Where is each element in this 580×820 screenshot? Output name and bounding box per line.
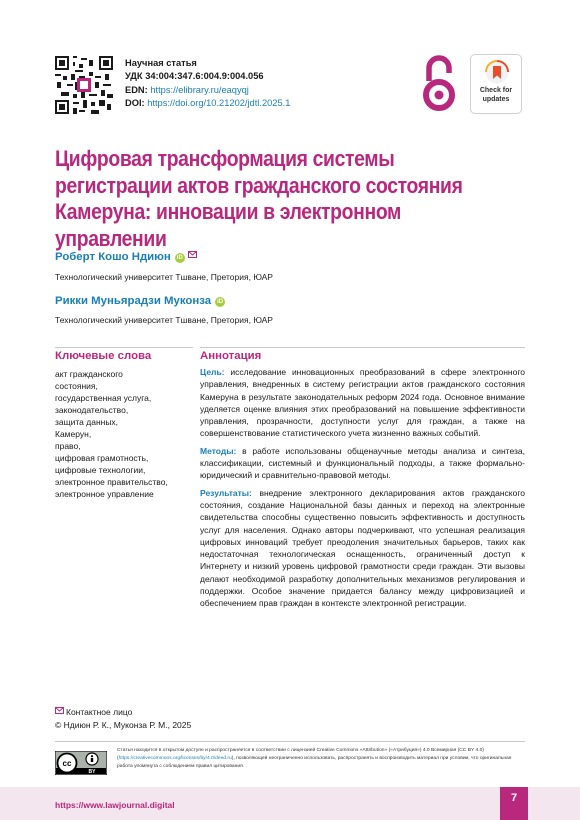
abstract-paragraph (200, 487, 525, 610)
keyword: цифровая грамотность, (55, 453, 149, 463)
bookmark-icon (485, 60, 509, 84)
license-text (117, 747, 527, 771)
check-for-updates-label: Check for updates (479, 87, 513, 103)
abstract-label: Результаты: (200, 487, 252, 498)
abstract-heading: Аннотация (200, 350, 262, 362)
author-block-2 (55, 291, 225, 309)
doi-link[interactable]: https://doi.org/10.21202/jdtl.2025.1 (147, 97, 291, 108)
abstract-label: Методы: (200, 445, 237, 456)
abstract-text: в работе использованы общенаучные методы анализа и синтеза, классификации, системный и функциональный подходы, а также формально-юридический и сравнительно-правовой методы. (200, 445, 525, 481)
abstract-paragraph (200, 445, 525, 482)
copyright: © Ндиюн Р. К., Муконза Р. М., 2025 (55, 720, 192, 730)
keyword: электронное управление (55, 489, 154, 499)
keywords-heading: Ключевые слова (55, 350, 152, 362)
edn-label: EDN: (125, 84, 148, 95)
divider (200, 347, 525, 348)
abstract-text: исследование инновационных преобразований в сфере электронного управления, внедренных в систему регистрации актов гражданского состояния Камеруна в результате законодательных реформ 2024 года. Основное внимание уделяется оценке влияния этих преобразований на повышение эффективности управления, прозрачности, доступности услуг для граждан, а также на совершенствование статистического учета жизненно важных событий. (200, 367, 525, 439)
cc-badge-text: cc (62, 759, 72, 768)
abstract-label: Цель: (200, 367, 225, 377)
author-affiliation: Технологический университет Тшване, Претория, ЮАР (55, 315, 273, 325)
contact-block (55, 706, 191, 732)
keyword: электронное правительство, (55, 477, 168, 487)
divider (55, 347, 193, 348)
keyword: право, (55, 441, 81, 451)
author-name[interactable]: Роберт Кошо Ндиюн (55, 251, 171, 263)
keyword: защита данных, (55, 417, 119, 427)
article-title: Цифровая трансформация системы регистрации актов гражданского состояния Камеруна: инновации в электронном управлении (55, 146, 463, 251)
by-badge-text: BY (88, 769, 96, 775)
keyword: акт гражданского (55, 369, 123, 379)
author-name[interactable]: Рикки Муньярадзи Муконза (55, 295, 212, 307)
orcid-icon[interactable]: iD (176, 255, 183, 261)
abstract-text: внедрение электронного декларирования актов гражданского состояния, создание Национальной базы данных и переход на электронные свидетельства способны существенно повысить эффективность и доступность услуг для населения. Однако авторы подчеркивают, что успешная реализация цифровых инноваций требует преодоления значительных барьеров, таких как недостаточная технологическая оснащенность, ограниченный доступ к Интернету и низкий уровень цифровой грамотности среди граждан. Эти вызовы делают необходимой разработку дополнительных механизмов регулирования и поддержки. Особое значение придается балансу между цифровизацией и обеспечением прав граждан в контексте электронной регистрации. (200, 487, 525, 609)
abstract-body (200, 366, 525, 615)
license-text-after: ), позволяющей неограниченно использовать, распространять и воспроизводить материал при условии, что оригинальная работа упомянута с соблюдением правил цитирования. (117, 756, 512, 769)
keyword: цифровые технологии, (55, 465, 146, 475)
open-access-icon (420, 53, 458, 113)
page-number: 7 (500, 787, 528, 820)
license-text-before: Статья находится в открытом доступе и распространяется в соответствии с лицензией Creative Commons «Attribution» («Атрибуция») 4.0 Всемирная (CC BY 4.0) ( (117, 748, 484, 761)
author-affiliation: Технологический университет Тшване, Претория, ЮАР (55, 272, 273, 282)
keyword: состояния, (55, 381, 98, 391)
envelope-icon[interactable] (188, 251, 197, 258)
envelope-icon (55, 707, 64, 714)
journal-site-link[interactable]: https://www.lawjournal.digital (55, 800, 175, 810)
check-for-updates-badge[interactable] (470, 54, 522, 114)
qr-code-icon (55, 56, 113, 114)
orcid-icon[interactable]: iD (217, 299, 224, 305)
abstract-paragraph (200, 366, 525, 440)
keyword: Камерун, (55, 429, 92, 439)
article-meta (125, 57, 290, 110)
keyword: государственная услуга, (55, 393, 152, 403)
article-type: Научная статья (125, 58, 197, 68)
keyword: законодательство, (55, 405, 129, 415)
divider (55, 741, 525, 742)
edn-link[interactable]: https://elibrary.ru/eaqyqj (150, 84, 249, 95)
contact-label: Контактное лицо (66, 707, 133, 717)
udc-code: УДК 34:004:347.6:004.9:004.056 (125, 71, 264, 82)
cc-by-license-icon[interactable] (55, 751, 107, 775)
keywords-list (55, 368, 193, 500)
doi-label: DOI: (125, 97, 145, 108)
license-link[interactable]: https://creativecommons.org/licenses/by/4.0/deed.ru (118, 756, 232, 761)
author-block-1 (55, 247, 197, 265)
